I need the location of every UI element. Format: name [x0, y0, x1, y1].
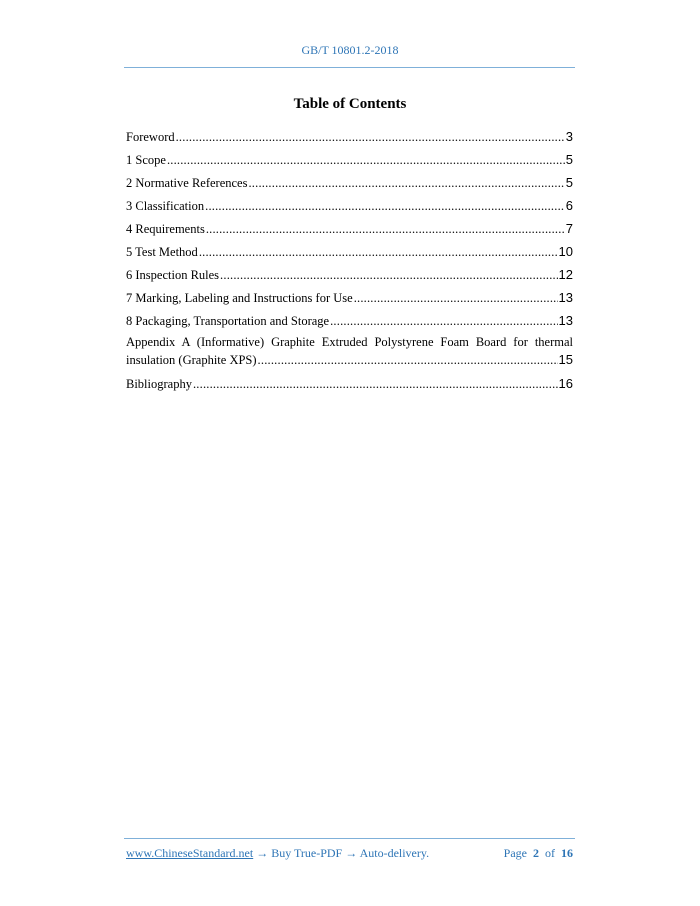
toc-entry-packaging[interactable]: [126, 311, 573, 334]
toc-entry-page: 15: [558, 352, 573, 367]
toc-entry-normative-references[interactable]: [126, 173, 573, 196]
dot-leader: [176, 128, 565, 147]
dot-leader: [193, 375, 558, 394]
footer-divider: [124, 838, 575, 839]
toc-entry-page: 5: [565, 152, 573, 167]
toc-entry-page: 3: [565, 129, 573, 144]
running-header: GB/T 10801.2-2018: [301, 43, 399, 57]
toc-entry-label: 8 Packaging, Transportation and Storage: [126, 314, 330, 328]
toc-entry-label: 4 Requirements: [126, 222, 205, 236]
dot-leader: [248, 174, 564, 193]
dot-leader: [258, 352, 558, 369]
page-of: of: [545, 846, 555, 860]
dot-leader: [206, 220, 565, 239]
toc-entry-page: 5: [565, 175, 573, 190]
table-of-contents: [126, 127, 573, 397]
toc-entry-label: 7 Marking, Labeling and Instructions for Use: [126, 291, 353, 305]
page-prefix: Page: [503, 846, 527, 860]
promo-text: → Buy True-PDF → Auto-delivery.: [253, 846, 430, 860]
toc-entry-page: 10: [558, 244, 573, 259]
dot-leader: [205, 197, 565, 216]
page-current: 2: [533, 846, 539, 860]
page-total: 16: [561, 846, 573, 860]
toc-entry-classification[interactable]: [126, 196, 573, 219]
toc-entry-label: Bibliography: [126, 377, 192, 391]
header-divider: [124, 67, 575, 68]
dot-leader: [167, 151, 565, 170]
toc-entry-page: 6: [565, 198, 573, 213]
toc-entry-page: 13: [558, 290, 573, 305]
toc-entry-foreword[interactable]: [126, 127, 573, 150]
toc-entry-scope[interactable]: [126, 150, 573, 173]
toc-entry-test-method[interactable]: [126, 242, 573, 265]
toc-entry-page: 12: [558, 267, 573, 282]
toc-entry-label: Foreword: [126, 130, 175, 144]
toc-entry-label-line2: insulation (Graphite XPS): [126, 353, 257, 367]
toc-entry-label: 3 Classification: [126, 199, 205, 213]
website-link[interactable]: www.ChineseStandard.net: [126, 846, 254, 860]
dot-leader: [220, 266, 557, 285]
toc-entry-page: 13: [558, 313, 573, 328]
toc-title: Table of Contents: [293, 96, 407, 112]
toc-entry-label: 5 Test Method: [126, 245, 198, 259]
toc-entry-appendix-a[interactable]: [126, 334, 573, 369]
page-footer: [126, 846, 573, 861]
toc-entry-requirements[interactable]: [126, 219, 573, 242]
dot-leader: [354, 289, 558, 308]
dot-leader: [199, 243, 558, 262]
page-number: [504, 846, 573, 861]
toc-entry-bibliography[interactable]: [126, 374, 573, 397]
dot-leader: [330, 312, 557, 331]
toc-entry-page: 7: [565, 221, 573, 236]
footer-promo: [126, 846, 429, 861]
toc-entry-label-line1: Appendix A (Informative) Graphite Extruded Polystyrene Foam Board for thermal: [126, 335, 573, 349]
toc-entry-page: 16: [558, 376, 573, 391]
toc-entry-label: 2 Normative References: [126, 176, 248, 190]
toc-entry-marking-labeling[interactable]: [126, 288, 573, 311]
toc-entry-inspection-rules[interactable]: [126, 265, 573, 288]
toc-entry-label: 6 Inspection Rules: [126, 268, 220, 282]
toc-entry-label: 1 Scope: [126, 153, 166, 167]
